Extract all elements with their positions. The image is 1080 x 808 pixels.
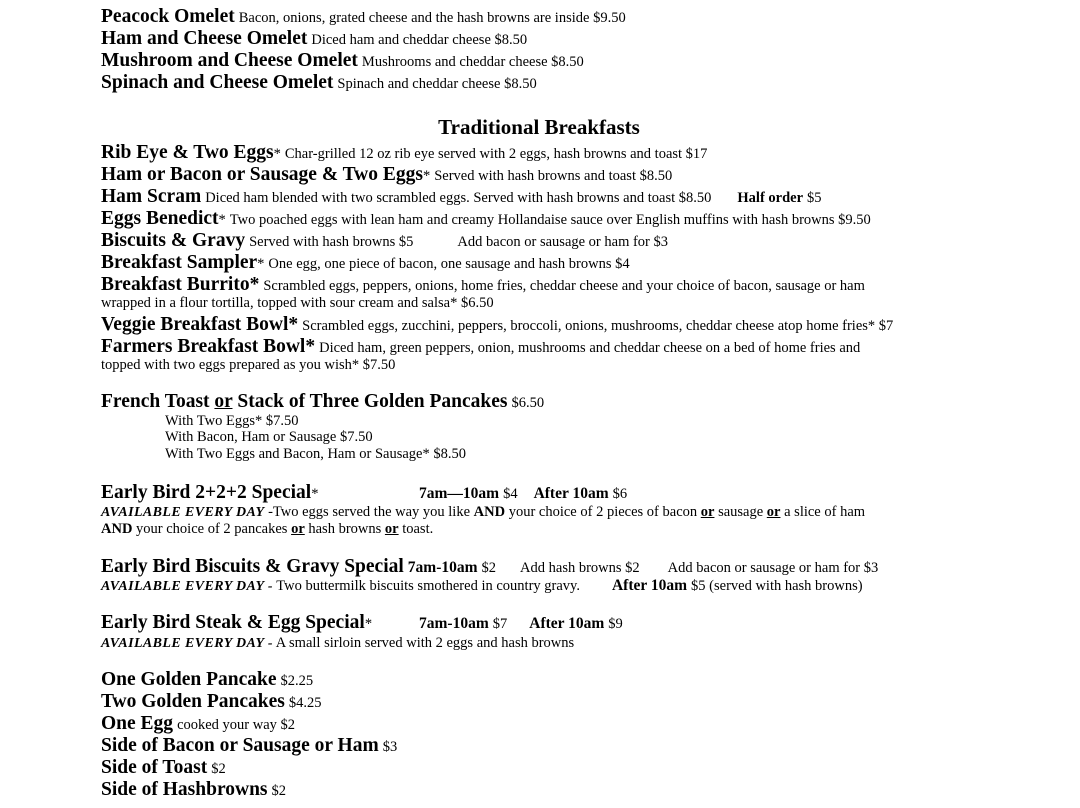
menu-item [101,736,397,756]
item-pricing [419,486,627,502]
item-desc: Diced ham blended with two scrambled eggs. Served with hash browns and toast $8.50 [205,190,712,206]
item-name: Ham and Cheese Omelet [101,28,308,49]
item-desc-cont: wrapped in a flour tortilla, topped with sour cream and salsa* $6.50 [101,295,494,311]
item-desc: AVAILABLE EVERY DAY - A small sirloin served with 2 eggs and hash browns [101,635,575,651]
item-desc: AVAILABLE EVERY DAY -Two eggs served the way you like AND your choice of 2 pieces of bacon or sausage or a slice of ham [101,504,866,520]
item-name: Breakfast Sampler [101,252,258,273]
item-addon: Add bacon or sausage or ham for $3 [457,234,669,250]
item-mark: * [257,256,265,272]
menu-item [101,613,372,633]
item-desc: One egg, one piece of bacon, one sausage and hash browns $4 [268,256,630,272]
price-late: $6 [612,486,628,502]
item-addon: Add bacon or sausage or ham for $3 [667,560,879,576]
time-late: After 10am [529,615,605,632]
item-name-or: or [214,391,233,412]
item-desc: Bacon, onions, grated cheese and the hash browns are inside $9.50 [238,10,626,26]
item-desc: $2.25 [280,673,314,689]
item-name: One Golden Pancake [101,669,277,690]
item-desc: Diced ham and cheddar cheese $8.50 [311,32,528,48]
price-early: $4 [503,486,518,502]
item-desc: $2 [211,761,226,777]
menu-item [101,253,630,273]
item-pricing [419,616,623,632]
item-name: Mushroom and Cheese Omelet [101,50,358,71]
menu-item [101,73,537,93]
item-desc-cont: topped with two eggs prepared as you wish* $7.50 [101,357,396,373]
item-name: Spinach and Cheese Omelet [101,72,334,93]
item-name: Early Bird Steak & Egg Special [101,612,365,633]
item-desc: Scrambled eggs, peppers, onions, home fries, cheddar cheese and your choice of bacon, sausage or ham [263,278,865,294]
menu-item [101,231,668,251]
availability: AVAILABLE EVERY DAY [101,505,265,520]
item-desc: Served with hash browns $5 [249,234,414,250]
item-desc: $2 [271,783,287,799]
menu-item [101,7,626,27]
item-name: Ham Scram [101,186,202,207]
menu-item [101,714,295,734]
item-name-a: French Toast [101,391,215,412]
item-name: Breakfast Burrito* [101,274,260,295]
price-early: $7 [492,616,508,632]
item-name: Early Bird 2+2+2 Special [101,482,312,503]
item-desc: Char-grilled 12 oz rib eye served with 2 eggs, hash browns and toast $17 [284,146,708,162]
item-price: $6.50 [511,395,545,411]
menu-item [101,758,226,778]
menu-item [101,29,527,49]
item-name: Ham or Bacon or Sausage & Two Eggs [101,164,423,185]
item-mark: * [218,212,226,228]
menu-item [101,275,865,295]
time-late: After 10am [611,577,688,594]
item-name-b: Stack of Three Golden Pancakes [232,391,508,412]
item-name: Eggs Benedict [101,208,219,229]
item-name: Early Bird Biscuits & Gravy Special [101,556,404,577]
menu-item [101,165,672,185]
item-mark: * [364,616,373,632]
half-order-price: $5 [807,190,822,206]
section-title: Traditional Breakfasts [438,115,640,139]
item-name: Biscuits & Gravy [101,230,246,251]
item-mark: * [273,146,281,162]
menu-item [101,143,707,163]
item-name: Side of Bacon or Sausage or Ham [101,735,379,756]
item-desc: $4.25 [288,695,322,711]
item-name: Veggie Breakfast Bowl* [101,314,299,335]
availability: AVAILABLE EVERY DAY - [101,579,273,594]
item-option: With Bacon, Ham or Sausage $7.50 [165,429,373,445]
item-name: Peacock Omelet [101,6,235,27]
menu-item [101,51,584,71]
item-desc: AVAILABLE EVERY DAY - Two buttermilk biscuits smothered in country gravy. After 10am $5 (served with hash browns) [101,577,863,594]
item-desc: Scrambled eggs, zucchini, peppers, broccoli, onions, mushrooms, cheddar cheese atop home fries* $7 [302,318,894,334]
time-early: 7am—10am [419,485,500,502]
half-order-label: Half order [737,190,804,206]
menu-item [101,209,871,229]
menu-item [101,692,321,712]
menu-item [101,483,318,503]
menu-item [101,337,860,357]
menu-item [101,392,544,412]
item-name: Farmers Breakfast Bowl* [101,336,316,357]
item-desc: cooked your way $2 [177,717,296,733]
item-name: Rib Eye & Two Eggs [101,142,274,163]
item-name: Side of Hashbrowns [101,779,268,800]
item-mark: * [311,486,319,502]
menu-item [101,780,286,800]
item-desc-cont: AND your choice of 2 pancakes or hash browns or toast. [101,521,434,537]
item-option: With Two Eggs and Bacon, Ham or Sausage* $8.50 [165,446,466,462]
item-desc: $3 [382,739,398,755]
item-name: Two Golden Pancakes [101,691,285,712]
time-late: After 10am [533,485,609,502]
item-desc: Mushrooms and cheddar cheese $8.50 [361,54,584,70]
menu-item [101,187,822,207]
price-late: $5 (served with hash browns) [691,578,863,594]
price-late: $9 [608,616,623,632]
menu-item [101,670,313,690]
item-desc: Served with hash browns and toast $8.50 [434,168,673,184]
item-desc: Two poached eggs with lean ham and creamy Hollandaise sauce over English muffins with hash browns $9.50 [229,212,871,228]
item-option: With Two Eggs* $7.50 [165,413,299,429]
item-name: One Egg [101,713,174,734]
item-mark: * [422,168,431,184]
menu-item [101,557,878,577]
time-early: 7am-10am [419,615,489,632]
item-desc: Diced ham, green peppers, onion, mushrooms and cheddar cheese on a bed of home fries and [319,340,861,356]
price-early: $2 [481,560,497,576]
item-name: Side of Toast [101,757,208,778]
availability: AVAILABLE EVERY DAY - [101,636,273,651]
item-addon: Add hash browns $2 [520,560,640,576]
time-early: 7am-10am [407,559,478,576]
menu-item [101,315,893,335]
item-desc: Spinach and cheddar cheese $8.50 [337,76,537,92]
